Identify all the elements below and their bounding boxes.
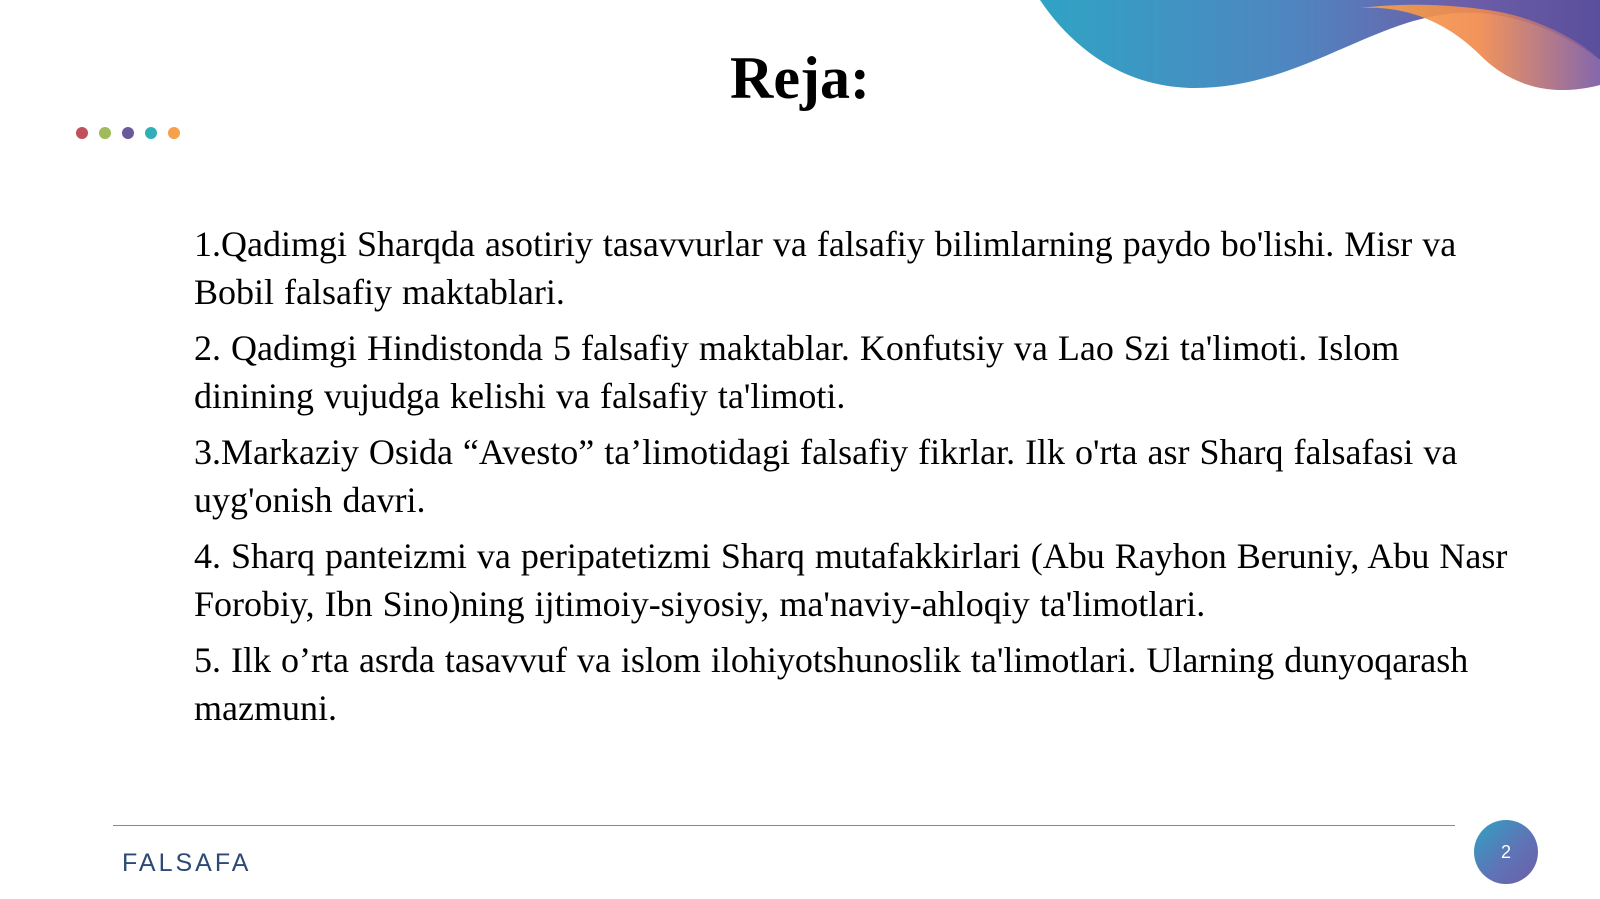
slide-title: Reja:: [730, 45, 870, 111]
dot-teal-icon: [145, 127, 157, 139]
plan-item-4: 4. Sharq panteizmi va peripatetizmi Sharq mutafakkirlari (Abu Rayhon Beruniy, Abu Nasr Forobiy, Ibn Sino)ning ijtimoiy-siyosiy, ma'naviy-ahloqiy ta'limotlari.: [194, 536, 1508, 624]
dot-red-icon: [76, 127, 88, 139]
decorative-dots: [76, 127, 180, 139]
page-number: 2: [1500, 841, 1511, 862]
plan-item-5: 5. Ilk o’rta asrda tasavvuf va islom ilohiyotshunoslik ta'limotlari. Ularning dunyoqarash mazmuni.: [194, 640, 1469, 728]
dot-green-icon: [99, 127, 111, 139]
plan-item-2: 2. Qadimgi Hindistonda 5 falsafiy maktablar. Konfutsiy va Lao Szi ta'limoti. Islom dinining vujudga kelishi va falsafiy ta'limoti.: [194, 328, 1400, 416]
dot-purple-icon: [122, 127, 134, 139]
plan-list: [194, 220, 1524, 740]
plan-item-1: 1.Qadimgi Sharqda asotiriy tasavvurlar va falsafiy bilimlarning paydo bo'lishi. Misr va Bobil falsafiy maktablari.: [194, 224, 1457, 312]
page-number-badge: [1474, 820, 1538, 884]
footer-divider: [113, 825, 1455, 826]
plan-item-3: 3.Markaziy Osida “Avesto” ta’limotidagi falsafiy fikrlar. Ilk o'rta asr Sharq falsafasi va uyg'onish davri.: [194, 432, 1458, 520]
dot-orange-icon: [168, 127, 180, 139]
footer-label: FALSAFA: [122, 849, 252, 877]
